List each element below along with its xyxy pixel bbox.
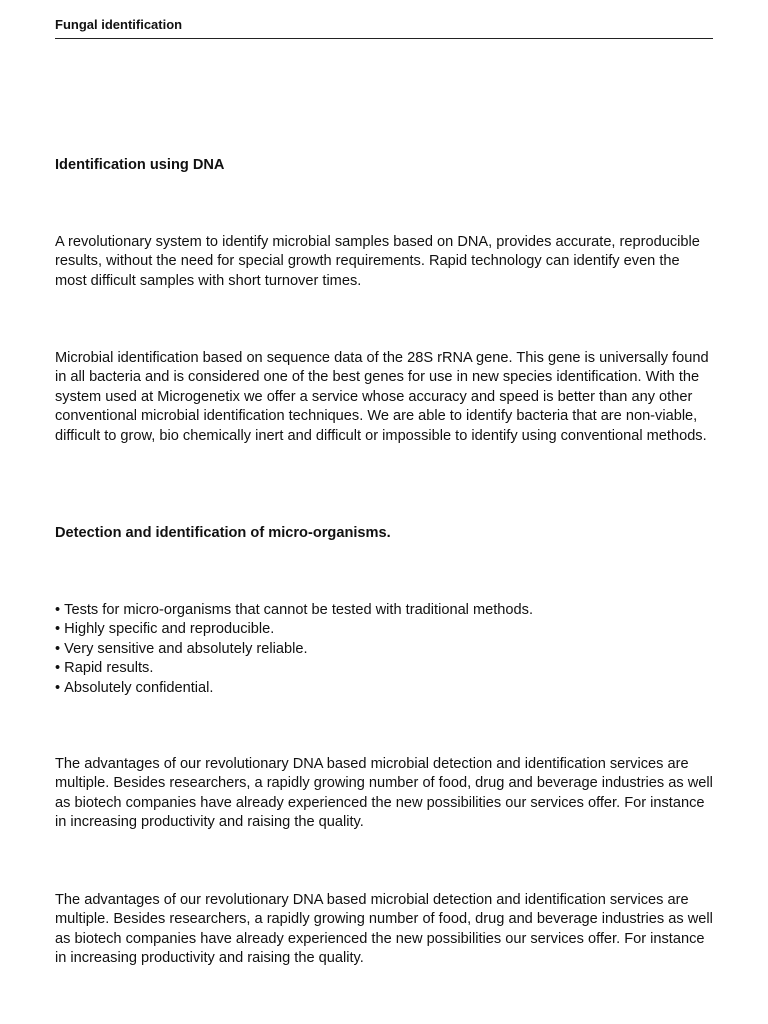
paragraph-intro: A revolutionary system to identify microbial samples based on DNA, provides accurate, reproducible results, without the need for special growth requirements. Rapid technology can identify even the most difficult samples with short turnover times.: [55, 234, 700, 289]
page-header: [55, 17, 713, 39]
heading-identification-using-dna: Identification using DNA: [55, 157, 225, 173]
list-item: • Rapid results.: [55, 659, 715, 678]
paragraph-advantages-2: The advantages of our revolutionary DNA based microbial detection and identification services are multiple. Besides researchers, a rapidly growing number of food, drug and beverage industries as well as biotech companies have already experienced the new possibilities our services offer. For instance in increasing productivity and raising the quality.: [55, 892, 713, 967]
list-item: • Absolutely confidential.: [55, 679, 715, 698]
heading-detection: Detection and identification of micro-organisms.: [55, 525, 391, 541]
feature-list: [55, 601, 715, 698]
list-item: • Very sensitive and absolutely reliable.: [55, 640, 715, 659]
paragraph-28s-rrna: Microbial identification based on sequence data of the 28S rRNA gene. This gene is universally found in all bacteria and is considered one of the best genes for use in new species identification. With the system used at Microgenetix we offer a service whose accuracy and speed is better than any other conventional microbial identification techniques. We are able to identify bacteria that are non-viable, difficult to grow, bio chemically inert and difficult or impossible to identify using conventional methods.: [55, 350, 709, 444]
list-item: • Highly specific and reproducible.: [55, 620, 715, 639]
paragraph-advantages-1: The advantages of our revolutionary DNA based microbial detection and identification services are multiple. Besides researchers, a rapidly growing number of food, drug and beverage industries as well as biotech companies have already experienced the new possibilities our services offer. For instance in increasing productivity and raising the quality.: [55, 756, 713, 831]
header-title: Fungal identification: [55, 17, 183, 32]
list-item: • Tests for micro-organisms that cannot be tested with traditional methods.: [55, 601, 715, 620]
